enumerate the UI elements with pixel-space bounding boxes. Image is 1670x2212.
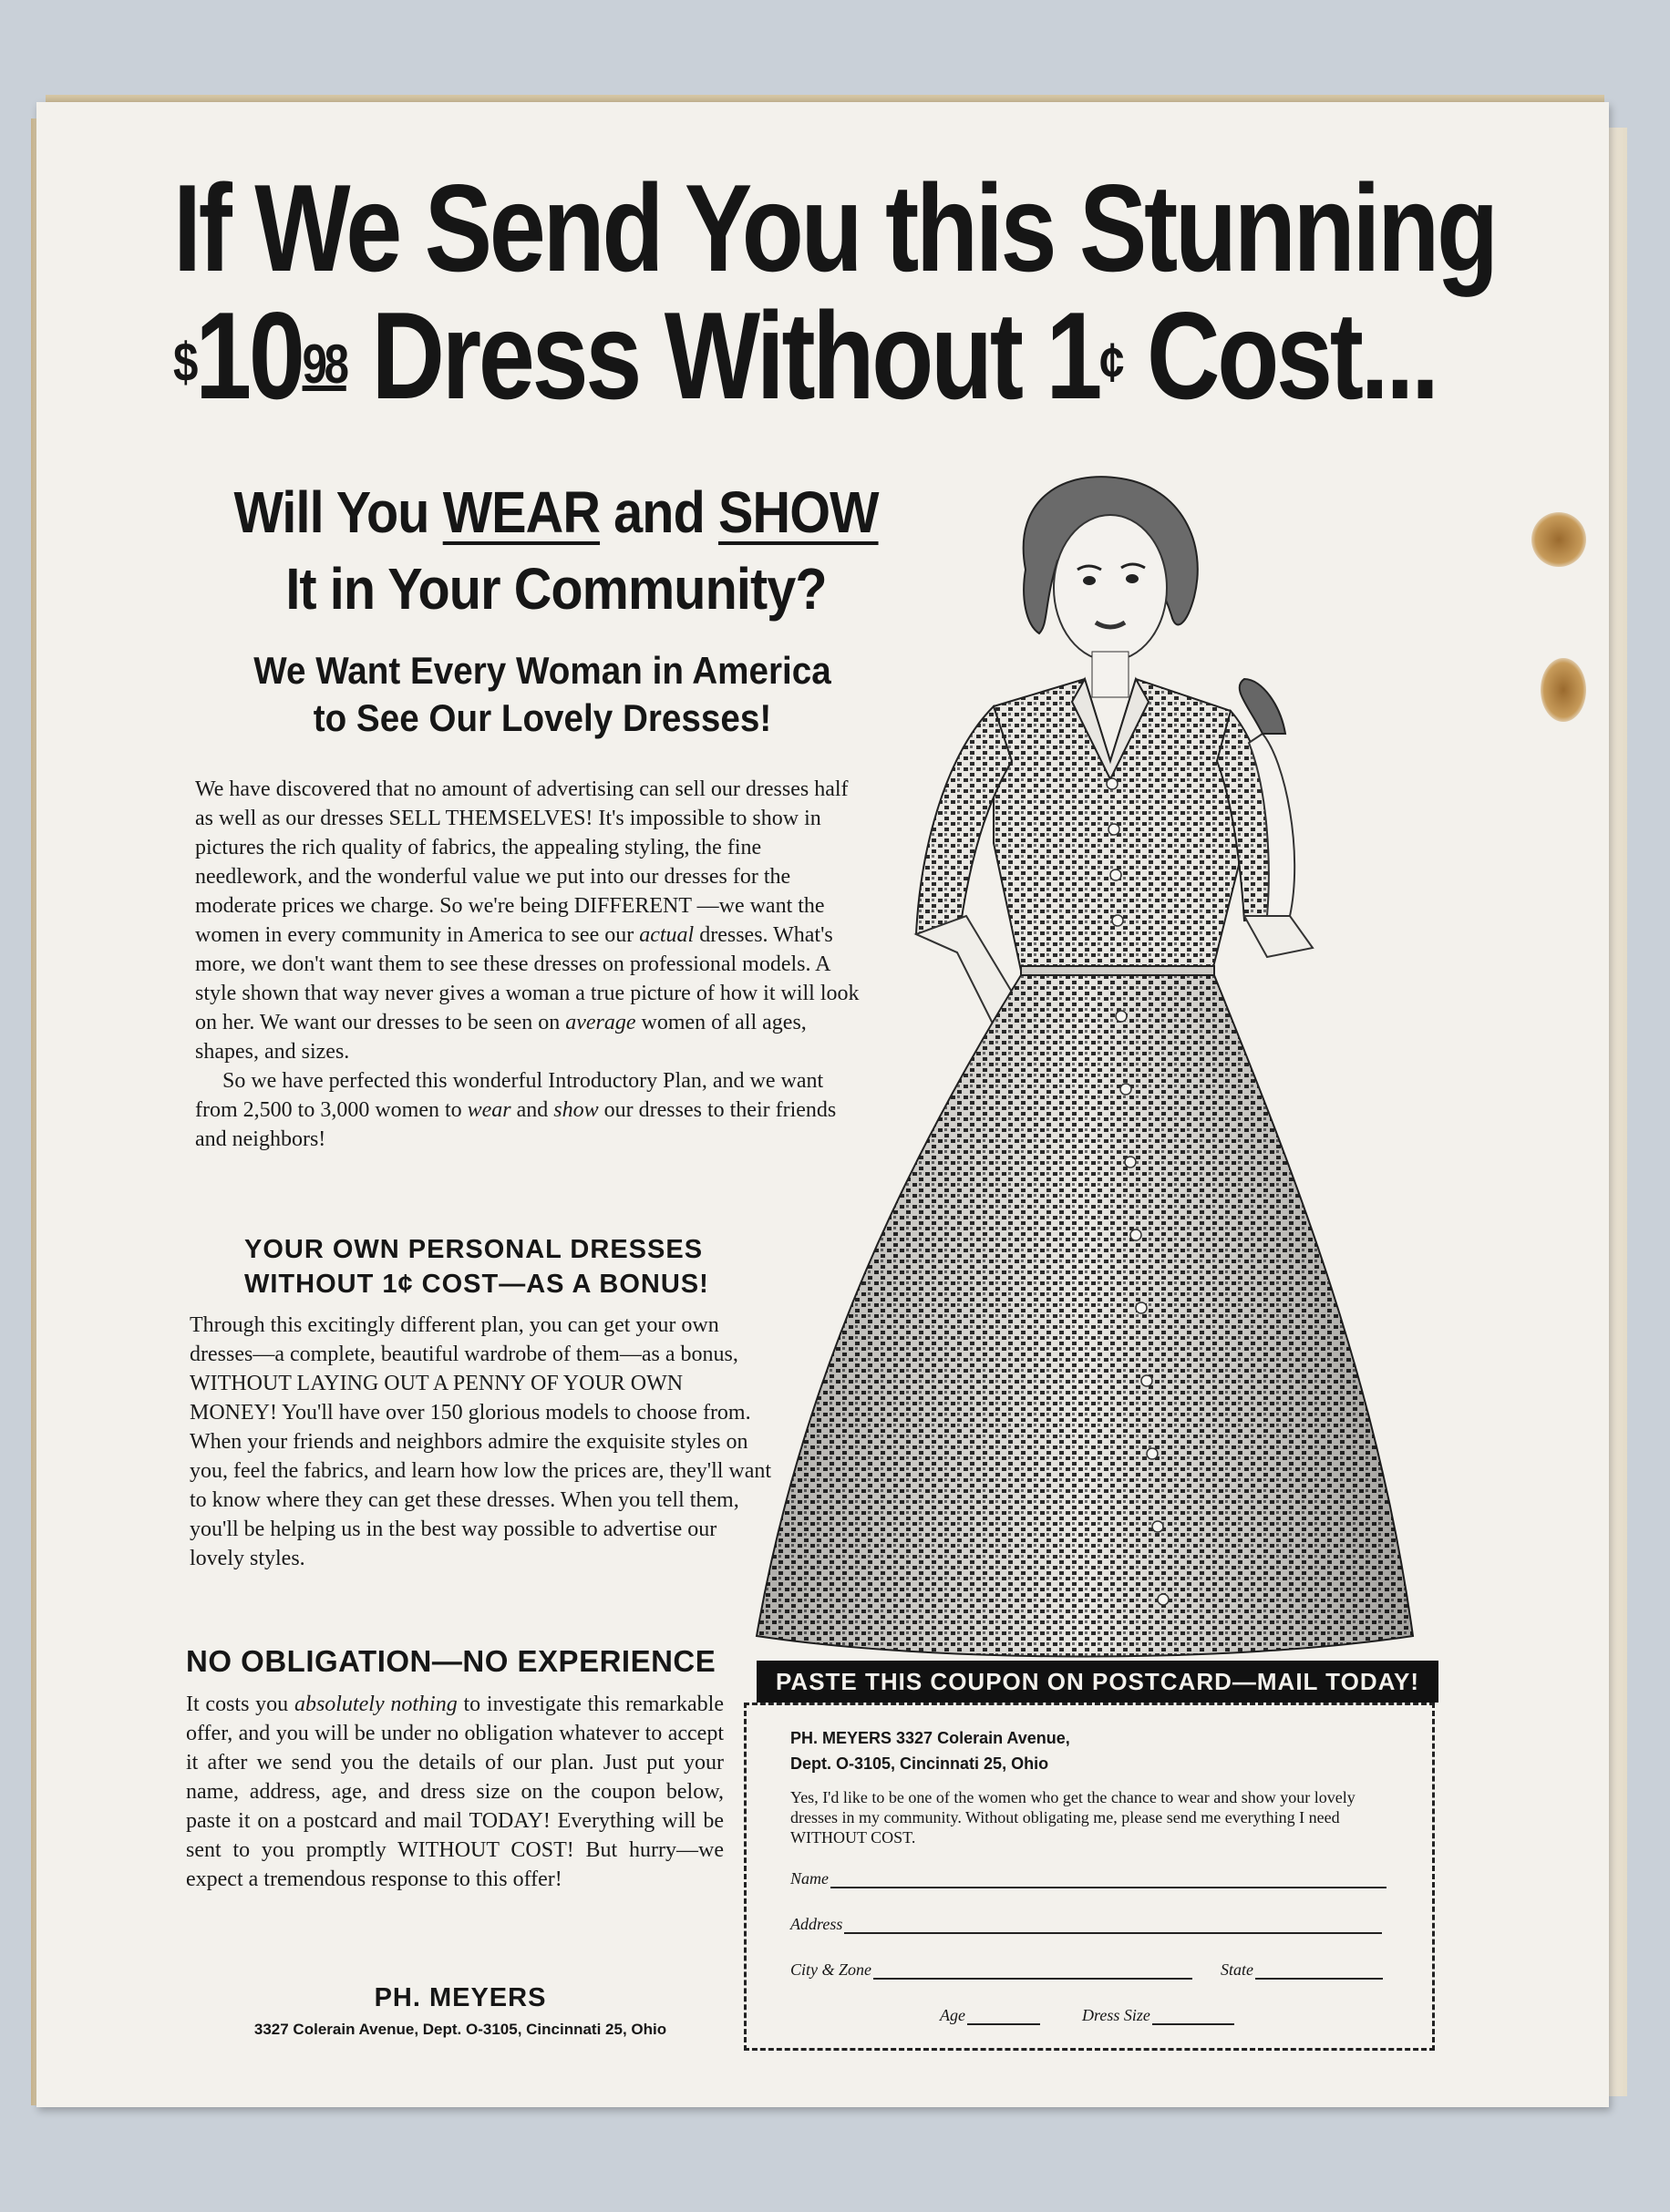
bonus-heading-line2: WITHOUT 1¢ COST—AS A BONUS! bbox=[244, 1270, 709, 1299]
name-field[interactable] bbox=[790, 1869, 1387, 1888]
subhead-and: and bbox=[613, 479, 705, 545]
intro-p2-show: show bbox=[553, 1098, 599, 1122]
city-zone-field[interactable] bbox=[790, 1960, 1192, 1980]
address-field-label: Address bbox=[790, 1915, 843, 1933]
dress-size-field-label: Dress Size bbox=[1082, 2006, 1150, 2024]
mail-coupon bbox=[744, 1703, 1435, 2051]
intro-p2-wear: wear bbox=[467, 1098, 511, 1122]
advertiser-name: PH. MEYERS bbox=[374, 1983, 547, 2012]
headline-line1: If We Send You this Stunning bbox=[173, 159, 1496, 297]
subhead-wear: WEAR bbox=[442, 479, 601, 545]
address-field[interactable] bbox=[790, 1915, 1382, 1934]
bonus-text: Through this excitingly different plan, you can get your own dresses—a complete, beautiful wardrobe of them—as a bonus, WITHOUT LAYING OUT A PENNY OF YOUR OWN MONEY! You'll have over 150 glorious models to choose from. When your friends and neighbors admire the exquisite styles on you, feel the fabrics, and learn how low the prices are, they'll want to know where they can get these dresses. When you tell them, you'll be helping us in the best way possible to advertise our lovely styles. bbox=[190, 1313, 772, 1570]
dress-size-field[interactable] bbox=[1082, 2006, 1234, 2025]
subhead-show: SHOW bbox=[717, 479, 879, 545]
obligation-text-a: It costs you bbox=[186, 1692, 294, 1716]
name-field-label: Name bbox=[790, 1869, 829, 1888]
obligation-text-emphasis: absolutely nothing bbox=[294, 1692, 458, 1716]
headline-line2 bbox=[173, 286, 1437, 425]
cent-sign: ¢ bbox=[1099, 332, 1122, 393]
address-field-line[interactable] bbox=[844, 1918, 1382, 1934]
headline bbox=[173, 159, 1496, 425]
age-field-label: Age bbox=[940, 2006, 965, 2024]
name-field-line[interactable] bbox=[830, 1872, 1387, 1888]
dress-model-illustration bbox=[717, 460, 1449, 1663]
intro-p2-a: So we have perfected this wonderful Introductory Plan, and we want from 2,500 to 3,000 women to bbox=[195, 1069, 824, 1122]
intro-p1-b: dresses. What's more, we don't want them to see these dresses on professional models. A style shown that way never gives a woman a true picture of how it will look on her. We want our dresses to be seen on bbox=[195, 923, 860, 1034]
subhead-will-you: Will You bbox=[233, 479, 429, 545]
age-field-line[interactable] bbox=[967, 2009, 1040, 2025]
subhead-secondary-line1: We Want Every Woman in America bbox=[253, 649, 831, 692]
coupon-text: Yes, I'd like to be one of the women who get the chance to wear and show your lovely dresses in my community. Without obligating me, please send me everything I need WITHOUT COST. bbox=[790, 1788, 1356, 1847]
intro-p1-a: We have discovered that no amount of advertising can sell our dresses half as well as our dresses SELL THEMSELVES! It's impossible to show in pictures the rich quality of fabrics, the appealing styling, the fine needlework, and the wonderful value we put into our dresses for the moderate prices we charge. So we're being DIFFERENT —we want the women in every community in America to see our bbox=[195, 777, 849, 947]
intro-p1-c: women of all ages, shapes, and sizes. bbox=[195, 1011, 807, 1064]
city-zone-field-label: City & Zone bbox=[790, 1960, 871, 1979]
obligation-text bbox=[186, 1690, 724, 1894]
subhead-secondary-line2: to See Our Lovely Dresses! bbox=[313, 696, 772, 739]
state-field-line[interactable] bbox=[1255, 1963, 1383, 1980]
state-field-label: State bbox=[1221, 1960, 1253, 1979]
coupon-header-bar: PASTE THIS COUPON ON POSTCARD—MAIL TODAY! bbox=[757, 1661, 1438, 1703]
obligation-heading: NO OBLIGATION—NO EXPERIENCE bbox=[186, 1644, 716, 1678]
intro-p1-average: average bbox=[565, 1011, 636, 1034]
stain bbox=[1531, 512, 1586, 567]
stain bbox=[1541, 658, 1586, 722]
age-field[interactable] bbox=[940, 2006, 1040, 2025]
headline-line2-end: Cost... bbox=[1121, 286, 1437, 425]
advertiser-signature bbox=[182, 1983, 738, 2039]
obligation-text-b: to investigate this remarkable offer, and you will be under no obligation whatever to accept it after we send you the details of our plan. Just put your name, address, age, and dress size on the coupon below, paste it on a postcard and mail TODAY! Everything will be sent to you promptly WITHOUT COST! But hurry—we expect a tremendous response to this offer! bbox=[186, 1692, 724, 1891]
state-field[interactable] bbox=[1221, 1960, 1383, 1980]
dress-size-field-line[interactable] bbox=[1152, 2009, 1234, 2025]
bonus-heading-line1: YOUR OWN PERSONAL DRESSES bbox=[244, 1235, 704, 1264]
headline-line2-rest: Dress Without 1 bbox=[345, 286, 1100, 425]
intro-p1-actual: actual bbox=[639, 923, 695, 947]
coupon-address-line1: PH. MEYERS 3327 Colerain Avenue, bbox=[790, 1729, 1070, 1747]
price-cents: 98 bbox=[302, 334, 346, 395]
price-whole: 10 bbox=[195, 286, 303, 425]
subhead-line2: It in Your Community? bbox=[285, 556, 827, 622]
intro-p2-and: and bbox=[510, 1098, 554, 1122]
advertiser-address: 3327 Colerain Avenue, Dept. O-3105, Cincinnati 25, Ohio bbox=[253, 2021, 667, 2038]
coupon-address-line2: Dept. O-3105, Cincinnati 25, Ohio bbox=[790, 1754, 1049, 1773]
city-zone-field-line[interactable] bbox=[873, 1963, 1192, 1980]
intro-p2-b: our dresses to their friends and neighbors! bbox=[195, 1098, 837, 1151]
coupon-address bbox=[790, 1725, 1070, 1776]
price-dollar: $ bbox=[173, 332, 196, 393]
